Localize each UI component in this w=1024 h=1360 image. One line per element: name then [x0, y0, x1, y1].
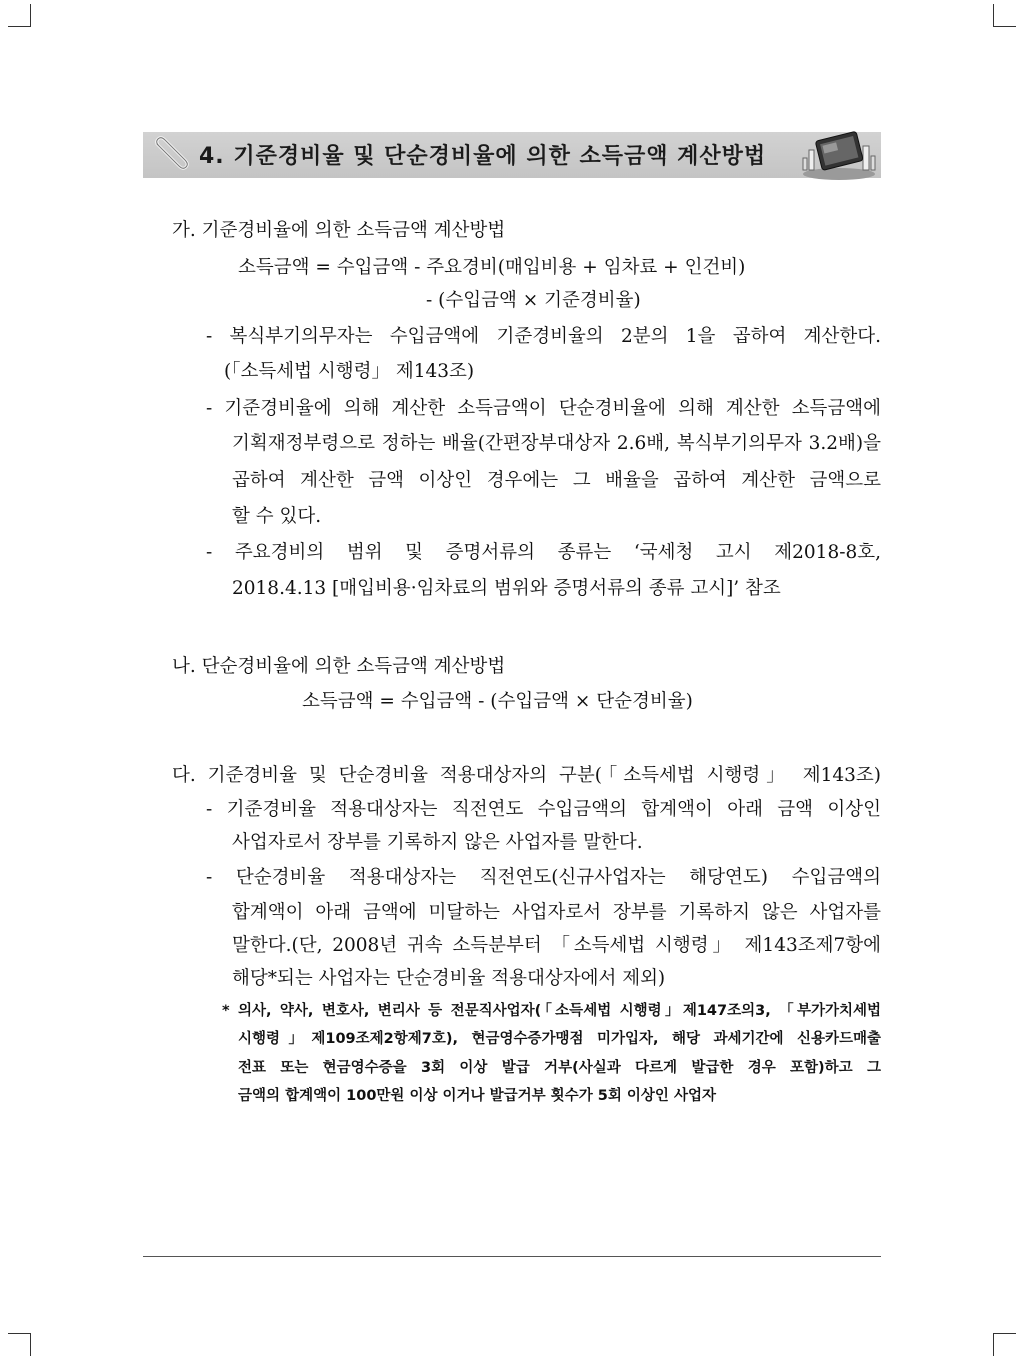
bullet-line: - 단순경비율 적용대상자는 직전연도(신규사업자는 해당연도) 수입금액의	[206, 867, 881, 888]
bullet-line: 말한다.(단, 2008년 귀속 소득분부터 「소득세법 시행령」 제143조제7항에	[232, 935, 881, 956]
formula-line: 소득금액 = 수입금액 - 주요경비(매입비용 + 임차료 + 인건비)	[238, 257, 746, 278]
bullet-line: - 기준경비율 적용대상자는 직전연도 수입금액의 합계액이 아래 금액 이상인	[206, 799, 881, 820]
tablet-icon	[799, 128, 879, 186]
crop-mark-top-right	[993, 4, 1016, 27]
bullet-line: 곱하여 계산한 금액 이상인 경우에는 그 배율을 곱하여 계산한 금액으로	[232, 470, 881, 491]
formula-line: - (수입금액 × 기준경비율)	[426, 290, 641, 311]
bullet-line: 사업자로서 장부를 기록하지 않은 사업자를 말한다.	[232, 832, 643, 853]
bullet-line: 해당*되는 사업자는 단순경비율 적용대상자에서 제외)	[232, 968, 666, 989]
section-heading: 다. 기준경비율 및 단순경비율 적용대상자의 구분(「소득세법 시행령」 제143조)	[172, 765, 881, 786]
crop-mark-bottom-right	[993, 1333, 1016, 1356]
bullet-line: - 복식부기의무자는 수입금액에 기준경비율의 2분의 1을 곱하여 계산한다.	[206, 326, 881, 347]
bullet-line: - 기준경비율에 의해 계산한 소득금액이 단순경비율에 의해 계산한 소득금액에	[206, 398, 881, 419]
bullet-line: 2018.4.13 [매입비용·임차료의 범위와 증명서류의 종류 고시]’ 참조	[232, 578, 781, 599]
section-header-bar	[143, 132, 881, 178]
footnote-line: 전표 또는 현금영수증을 3회 이상 발급 거부(사실과 다르게 발급한 경우 포함)하고 그	[238, 1060, 881, 1076]
footer-divider	[143, 1256, 881, 1257]
paperclip-icon	[149, 134, 193, 180]
crop-mark-top-left	[8, 4, 31, 27]
section-title: 4. 기준경비율 및 단순경비율에 의한 소득금액 계산방법	[199, 144, 767, 169]
footnote-line: * 의사, 약사, 변호사, 변리사 등 전문직사업자(「소득세법 시행령」제147조의3, 「부가가치세법	[222, 1003, 881, 1019]
bullet-line: 할 수 있다.	[232, 506, 322, 527]
footnote-line: 금액의 합계액이 100만원 이상 이거나 발급거부 횟수가 5회 이상인 사업자	[238, 1088, 716, 1104]
bullet-line: 합계액이 아래 금액에 미달하는 사업자로서 장부를 기록하지 않은 사업자를	[232, 902, 881, 923]
footnote-line: 시행령」제109조제2항제7호), 현금영수증가맹점 미가입자, 해당 과세기간에 신용카드매출	[238, 1031, 881, 1047]
section-heading: 나. 단순경비율에 의한 소득금액 계산방법	[172, 656, 506, 677]
crop-mark-bottom-left	[8, 1333, 31, 1356]
formula-line: 소득금액 = 수입금액 - (수입금액 × 단순경비율)	[302, 691, 693, 712]
bullet-line: 기획재정부령으로 정하는 배율(간편장부대상자 2.6배, 복식부기의무자 3.2배)을	[232, 433, 881, 454]
section-heading: 가. 기준경비율에 의한 소득금액 계산방법	[172, 220, 506, 241]
bullet-line: (「소득세법 시행령」 제143조)	[224, 361, 475, 382]
bullet-line: - 주요경비의 범위 및 증명서류의 종류는 ‘국세청 고시 제2018-8호,	[206, 542, 881, 563]
